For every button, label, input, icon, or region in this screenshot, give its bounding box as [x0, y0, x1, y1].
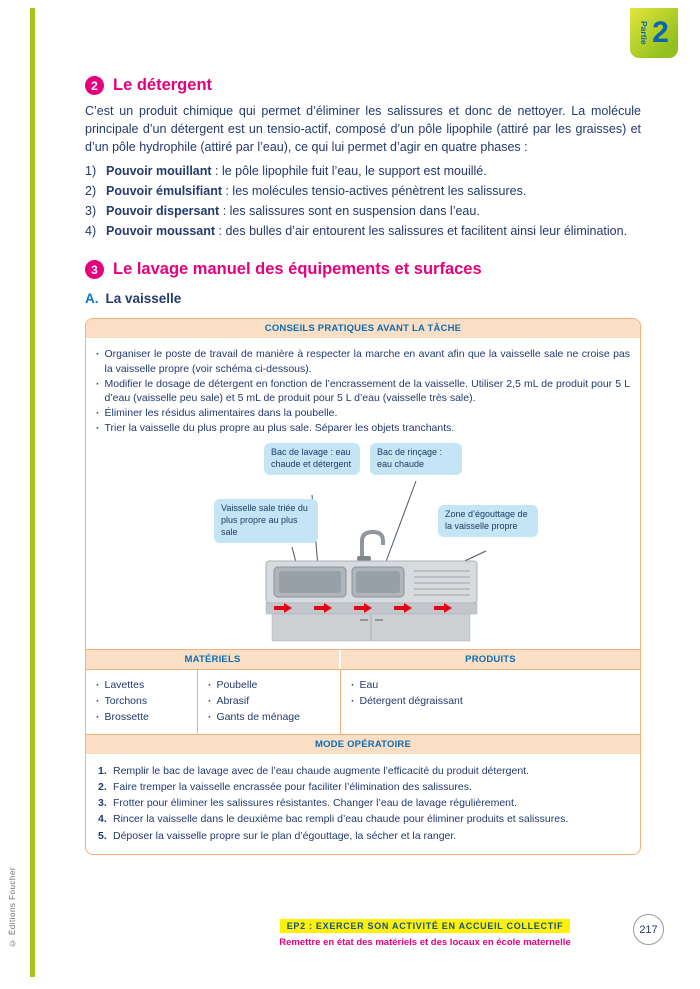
- section-2-heading: [85, 76, 641, 95]
- mode-operatoire-header: MODE OPÉRATOIRE: [86, 734, 640, 754]
- list-item-rest: : des bulles d’air entourent les salissures et facilitent ainsi leur élimination.: [215, 223, 628, 238]
- step-number: 3.: [98, 797, 107, 810]
- list-item-term: Pouvoir dispersant: [106, 203, 220, 218]
- step-number: 2.: [98, 780, 107, 793]
- material-item: · Abrasif: [208, 694, 330, 710]
- footer: [250, 916, 600, 948]
- double-sink-illustration: [264, 523, 479, 643]
- step-text: Déposer la vaisselle propre sur le plan d’égouttage, la sécher et la ranger.: [113, 829, 457, 842]
- list-item: [85, 163, 641, 181]
- section-3-title: Le lavage manuel des équipements et surfaces: [113, 260, 482, 279]
- step-number: 1.: [98, 764, 107, 777]
- sink-flow-diagram: [86, 437, 640, 649]
- list-item-text: [106, 183, 641, 201]
- bullet-text: · Modifier le dosage de détergent en fonction de l’encrassement de la vaisselle. Utiliser 2,5 mL de produit pour 5 L d’eau (vaisselle peu sale) et 5 mL de produit pour 5 L d’eau (vaisselle très sale).: [104, 377, 630, 405]
- list-item-term: Pouvoir émulsifiant: [106, 184, 222, 198]
- material-item: · Gants de ménage: [208, 710, 330, 726]
- step-item: [98, 763, 628, 779]
- advice-bullets: [86, 338, 640, 437]
- footer-ep2-banner: EP2 : EXERCER SON ACTIVITÉ EN ACCUEIL COLLECTIF: [280, 919, 571, 933]
- copyright-vertical-text: © Éditions Foucher: [8, 866, 17, 947]
- footer-subtitle: Remettre en état des matériels et des locaux en école maternelle: [279, 937, 571, 948]
- material-item: · Brossette: [96, 710, 187, 726]
- bullet-text: · Éliminer les résidus alimentaires dans la poubelle.: [104, 407, 338, 419]
- step-item: [98, 811, 628, 827]
- section-2-intro: C’est un produit chimique qui permet d’éliminer les salissures et donc de nettoyer. La molécule principale d’un détergent est un tensio-actif, composé d’un pôle lipophile (attiré par les graisses) et d’un pôle hydrophile (attiré par l’eau), ce qui lui permet d’agir en quatre phases :: [85, 104, 641, 154]
- step-text: Faire tremper la vaisselle encrassée pour faciliter l’élimination des salissures.: [113, 780, 472, 793]
- callout-rinsing-basin: Bac de rinçage : eau chaude: [370, 443, 462, 475]
- list-item-text: [106, 203, 641, 221]
- products-column: [341, 670, 640, 733]
- subsection-letter: A.: [85, 291, 99, 307]
- list-item-rest: : les salissures sont en suspension dans l’eau.: [219, 203, 480, 218]
- part-tab: [630, 8, 678, 58]
- section-2-title: Le détergent: [113, 76, 213, 94]
- product-item: · Détergent dégraissant: [351, 694, 630, 710]
- list-item: [85, 183, 641, 201]
- page-number: 217: [633, 914, 664, 945]
- bullet-item: [96, 406, 630, 421]
- section-2-badge: 2: [85, 76, 104, 95]
- section-3-badge: 3: [85, 260, 104, 279]
- material-item: · Lavettes: [96, 678, 187, 694]
- list-item-number: 3): [85, 203, 97, 218]
- materials-column-1: [86, 670, 198, 733]
- materials-products-body: [86, 670, 640, 733]
- materials-products-header: [86, 649, 640, 670]
- list-item: [85, 203, 641, 221]
- bullet-item: [96, 421, 630, 436]
- callout-draining-zone: Zone d’égouttage de la vaisselle propre: [438, 505, 538, 537]
- materials-column-2: [198, 670, 341, 733]
- faucet-icon: [362, 532, 383, 557]
- bullet-text: · Trier la vaisselle du plus propre au plus sale. Séparer les objets tranchants.: [104, 421, 455, 434]
- list-item-rest: : le pôle lipophile fuit l’eau, le support est mouillé.: [211, 164, 487, 179]
- material-item: · Torchons: [96, 694, 187, 710]
- part-tab-number: 2: [652, 16, 669, 49]
- step-number: 5.: [98, 829, 107, 842]
- product-item: · Eau: [351, 678, 630, 694]
- callout-washing-basin: Bac de lavage : eau chaude et détergent: [264, 443, 360, 475]
- subsection-title: La vaisselle: [105, 291, 182, 307]
- material-item: · Poubelle: [208, 678, 330, 694]
- subsection-a-heading: [85, 291, 641, 306]
- list-item-number: 2): [85, 184, 97, 198]
- advice-box-header: CONSEILS PRATIQUES AVANT LA TÂCHE: [86, 319, 640, 338]
- list-item: [85, 223, 641, 241]
- callout-dirty-dishes: Vaisselle sale triée du plus propre au plus sale: [214, 499, 318, 543]
- page-content: [85, 76, 641, 855]
- list-item-text: [106, 163, 641, 181]
- step-number: 4.: [98, 813, 107, 826]
- section-3-heading: [85, 260, 641, 279]
- products-header: PRODUITS: [341, 650, 640, 669]
- list-item-term: Pouvoir mouillant: [106, 164, 212, 179]
- step-item: [98, 795, 628, 811]
- bullet-item: [96, 377, 630, 406]
- procedure-steps: [86, 754, 640, 854]
- step-text: Frotter pour éliminer les salissures résistantes. Changer l’eau de lavage régulièrement.: [113, 797, 517, 810]
- part-tab-label: Partie: [639, 21, 650, 45]
- step-item: [98, 828, 628, 844]
- bullet-text: · Organiser le poste de travail de manière à respecter la marche en avant afin que la vaisselle sale ne croise pas la vaisselle propre (voir schéma ci-dessous).: [104, 348, 630, 375]
- step-text: Rincer la vaisselle dans le deuxième bac rempli d’eau chaude pour éliminer produits et salissures.: [113, 813, 569, 826]
- list-item-number: 4): [85, 223, 97, 238]
- advice-box: [85, 318, 641, 855]
- step-item: [98, 779, 628, 795]
- bullet-item: [96, 347, 630, 376]
- left-accent-bar: [30, 8, 35, 977]
- list-item-term: Pouvoir moussant: [106, 223, 216, 238]
- list-item-text: [106, 223, 641, 241]
- detergent-powers-list: [85, 163, 641, 240]
- list-item-number: 1): [85, 164, 97, 179]
- materials-header: MATÉRIELS: [86, 650, 341, 669]
- step-text: Remplir le bac de lavage avec de l’eau chaude augmente l’efficacité du produit détergent.: [113, 764, 529, 777]
- list-item-rest: : les molécules tensio-actives pénètrent les salissures.: [222, 184, 527, 198]
